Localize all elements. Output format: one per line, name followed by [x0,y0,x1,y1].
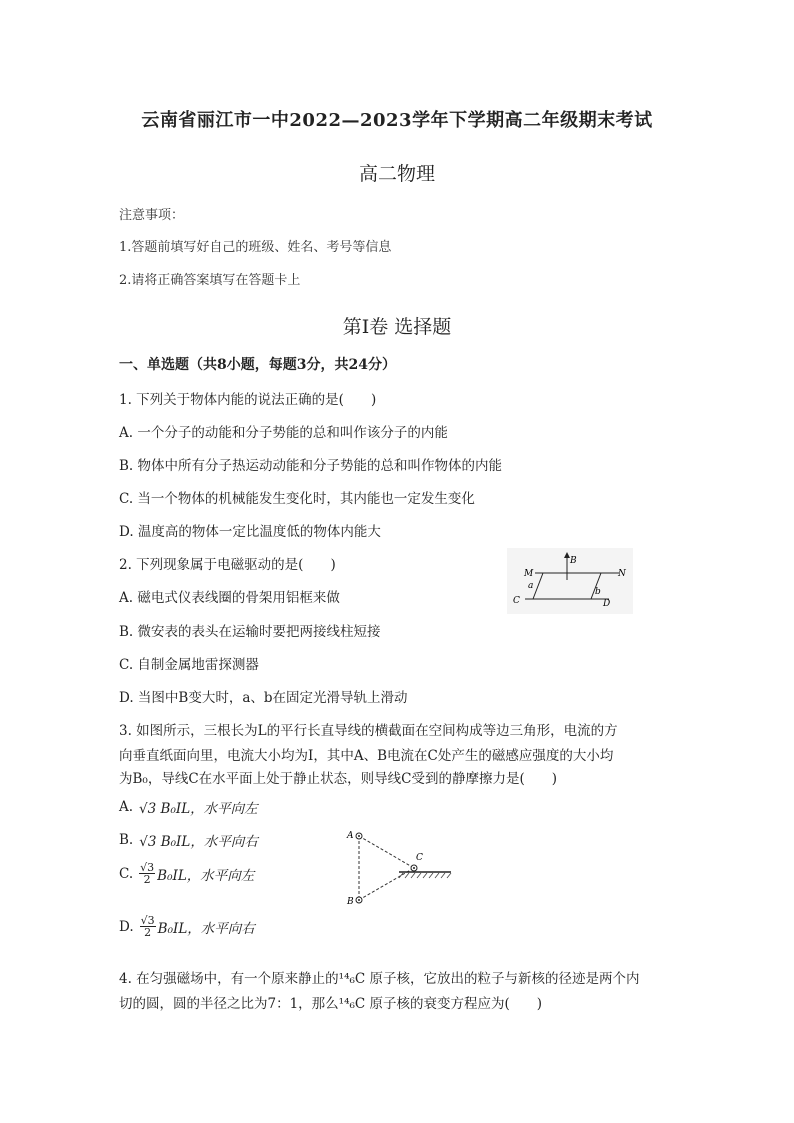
exam-title: 云南省丽江市一中2022—2023学年下学期高二年级期末考试 [141,110,653,131]
fig-label-b-rod: b [595,587,601,597]
q3-option-c-denominator: 2 [143,873,151,886]
q3-option-d [119,915,255,938]
q3-stem-line-1: 3. 如图所示，三根长为L的平行长直导线的横截面在空间构成等边三角形，电流的方 [119,723,618,739]
q3-stem-line-2: 向垂直纸面向里，电流大小均为I，其中A、B电流在C处产生的磁感应强度的大小均 [119,748,614,764]
fig-label-b: B [570,556,577,566]
q1-option-c: C. 当一个物体的机械能发生变化时，其内能也一定发生变化 [119,491,475,507]
q1-option-a: A. 一个分子的动能和分子势能的总和叫作该分子的内能 [119,425,448,441]
fig-label-n: N [618,569,626,579]
q3-option-d-fraction [140,915,156,938]
note-item-2: 2.请将正确答案填写在答题卡上 [119,273,301,288]
q2-option-c: C. 自制金属地雷探测器 [119,657,259,673]
q2-figure-rails [507,548,633,614]
fig-label-c-wire: C [416,853,423,863]
fig-label-m: M [524,569,534,579]
q3-option-b-label: B. [119,832,134,848]
q2-option-d: D. 当图中B变大时，a、b在固定光滑导轨上滑动 [119,690,408,706]
q3-option-c-fraction [139,862,155,885]
q3-option-a-label: A. [119,799,134,815]
q4-stem-line-2: 切的圆，圆的半径之比为7：1，那么¹⁴₆C 原子核的衰变方程应为( ) [119,996,543,1012]
part-title: 第Ⅰ卷 选择题 [342,316,452,338]
q3-option-c-text: B₀IL，水平向左 [157,867,255,884]
q1-stem: 1. 下列关于物体内能的说法正确的是( ) [119,392,377,408]
q2-option-a: A. 磁电式仪表线圈的骨架用铝框来做 [119,590,340,606]
fig-label-a: a [528,581,534,591]
q2-stem: 2. 下列现象属于电磁驱动的是( ) [119,557,336,573]
q3-option-a-text: √3 B₀IL，水平向左 [139,801,258,817]
q3-option-c-numerator: √3 [140,861,155,874]
fig-label-c: C [513,596,520,606]
q3-option-d-numerator: √3 [140,914,155,927]
q3-option-d-label: D. [119,918,134,935]
q3-option-b [119,830,258,850]
q3-option-d-text: B₀IL，水平向右 [157,920,255,937]
q3-option-c-label: C. [119,865,134,882]
q3-figure-triangle [343,824,458,908]
q1-option-d: D. 温度高的物体一定比温度低的物体内能大 [119,524,381,540]
note-item-1: 1.答题前填写好自己的班级、姓名、考号等信息 [119,240,392,255]
fig-label-b-wire: B [347,897,354,907]
q3-stem-line-3: 为B₀，导线C在水平面上处于静止状态，则导线C受到的静摩擦力是( ) [119,771,558,787]
fig-label-d: D [603,599,611,609]
section-single-choice: 一、单选题（共8小题，每题3分，共24分） [119,357,396,373]
q3-option-b-text: √3 B₀IL，水平向右 [139,834,258,850]
q3-option-a [119,797,258,817]
fig-label-a-wire: A [347,831,354,841]
notes-heading: 注意事项： [119,208,185,223]
subject-title: 高二物理 [358,163,435,185]
q1-option-b: B. 物体中所有分子热运动动能和分子势能的总和叫作物体的内能 [119,458,503,474]
q3-option-c [119,862,254,885]
q2-option-b: B. 微安表的表头在运输时要把两接线柱短接 [119,624,381,640]
q4-stem-line-1: 4. 在匀强磁场中，有一个原来静止的¹⁴₆C 原子核，它放出的粒子与新核的径迹是两个内 [119,971,640,987]
q3-option-d-denominator: 2 [144,926,152,939]
